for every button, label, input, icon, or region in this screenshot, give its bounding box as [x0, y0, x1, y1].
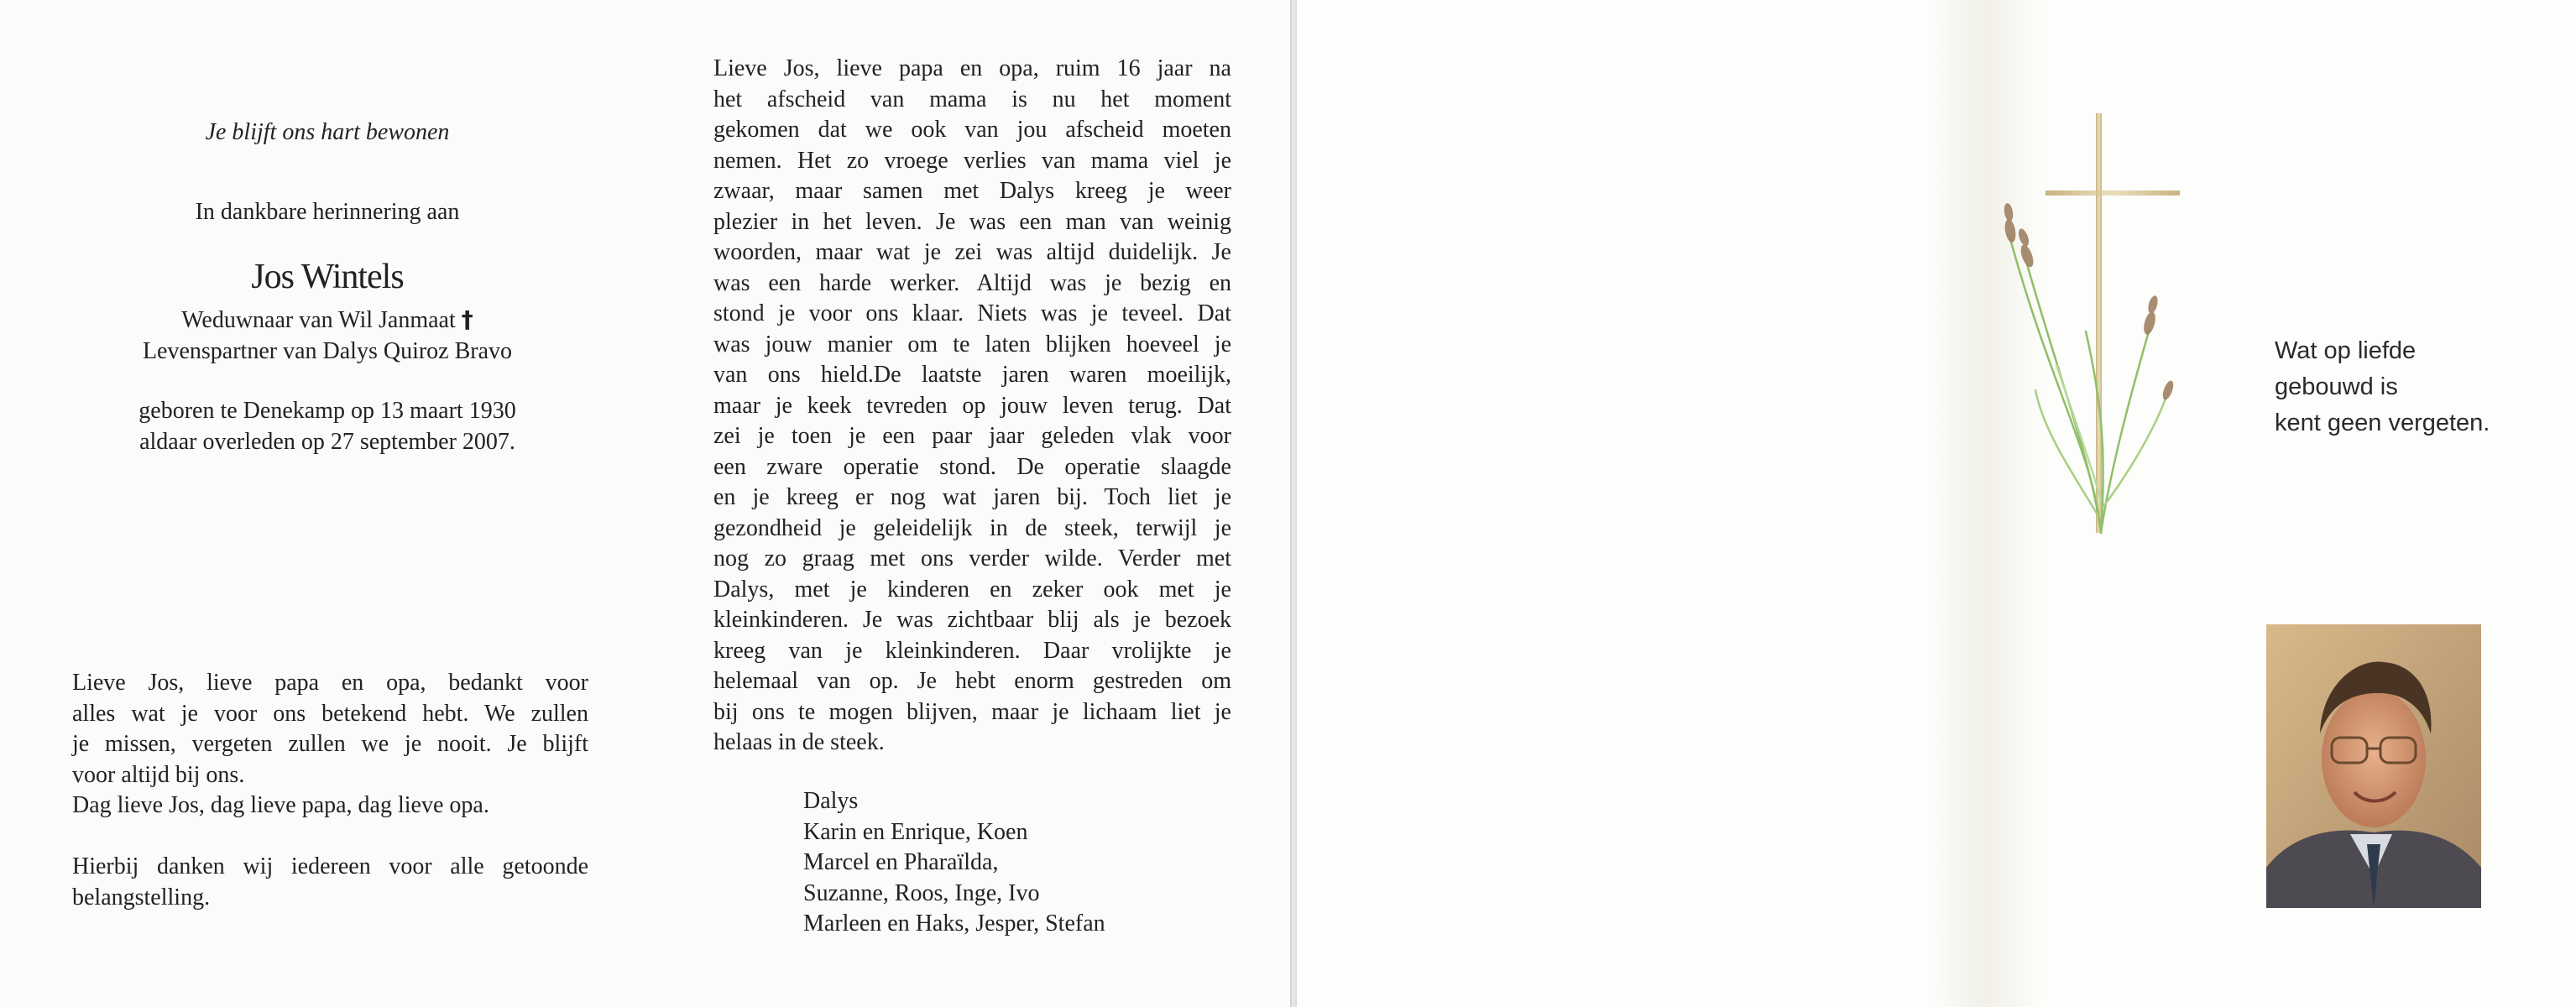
text-line: een zware operatie stond. De operatie slaagde — [713, 453, 1231, 480]
text-line: Dag lieve Jos, dag lieve papa, dag lieve opa. — [72, 792, 489, 818]
text-line: voor altijd bij ons. — [72, 761, 245, 788]
letter-text — [713, 54, 1231, 759]
text-line: zwaar, maar samen met Dalys kreeg je weer — [713, 178, 1231, 204]
relations — [50, 305, 604, 367]
birth-line: geboren te Denekamp op 13 maart 1930 — [138, 398, 516, 424]
text-line: helaas in de steek. — [713, 729, 885, 755]
fold-spine — [1290, 0, 1297, 1007]
family-line: Suzanne, Roos, Inge, Ivo — [803, 879, 1040, 906]
text-line: je missen, vergeten zullen we je nooit. Je blijft — [72, 731, 588, 757]
text-line: stond je voor ons klaar. Niets was je teveel. Dat — [713, 300, 1231, 326]
text-line: gekomen dat we ook van jou afscheid moeten — [713, 117, 1231, 143]
portrait-photo-icon — [2266, 624, 2481, 908]
relation-partner: Levenspartner van Dalys Quiroz Bravo — [142, 337, 513, 364]
text-line: Lieve Jos, lieve papa en opa, ruim 16 jaar na — [713, 55, 1231, 81]
life-dates — [50, 396, 604, 457]
family-signatures — [803, 786, 1223, 940]
family-line: Marleen en Haks, Jesper, Stefan — [803, 910, 1105, 937]
text-line: het afscheid van mama is nu het moment — [713, 86, 1231, 112]
thanks-text — [72, 668, 588, 913]
text-line: kreeg van je kleinkinderen. Daar vrolijkte je — [713, 637, 1231, 664]
text-line: belangstelling. — [72, 884, 211, 910]
text-line: nemen. Het zo vroege verlies van mama viel je — [713, 147, 1231, 174]
family-line: Karin en Enrique, Koen — [803, 818, 1028, 845]
family-line: Dalys — [803, 788, 859, 814]
cover-quote — [2275, 333, 2560, 441]
text-line: gezondheid je geleidelijk in de steek, terwijl je — [713, 514, 1231, 541]
text-line: kleinkinderen. Je was zichtbaar blij als je bezoek — [713, 607, 1231, 633]
family-line: Marcel en Pharaïlda, — [803, 849, 999, 875]
text-line: helemaal van op. Je hebt enorm gestreden om — [713, 668, 1231, 694]
text-line: zei je toen je een paar jaar geleden vlak voor — [713, 423, 1231, 449]
text-line: Dalys, met je kinderen en zeker ook met je — [713, 576, 1231, 603]
blank-line — [72, 822, 588, 853]
text-line: nog zo graag met ons verder wilde. Verder met — [713, 545, 1231, 571]
cross-with-wheat-icon — [1993, 113, 2195, 550]
text-line: en je kreeg er nog wat jaren bij. Toch liet je — [713, 484, 1231, 510]
text-line: bij ons te mogen blijven, maar je lichaam liet je — [713, 698, 1231, 725]
text-line: was jouw manier om te laten blijken hoeveel je — [713, 331, 1231, 357]
cross-icon: † — [461, 305, 473, 333]
quote-line: Wat op liefde — [2275, 337, 2417, 364]
text-line: van ons hield.De laatste jaren waren moeilijk, — [713, 362, 1231, 388]
text-line: was een harde werker. Altijd was je bezig en — [713, 269, 1231, 296]
quote-line: kent geen vergeten. — [2275, 410, 2490, 436]
relation-widower: Weduwnaar van Wil Janmaat † — [181, 305, 473, 333]
text-line: alles wat je voor ons betekend hebt. We zullen — [72, 700, 588, 727]
text-line: woorden, maar wat je zei was altijd duidelijk. Je — [713, 239, 1231, 265]
deceased-name: Jos Wintels — [251, 258, 404, 296]
text-line: maar je keek tevreden op jouw leven terug. Dat — [713, 392, 1231, 419]
motto: Je blijft ons hart bewonen — [205, 119, 450, 145]
death-line: aldaar overleden op 27 september 2007. — [139, 428, 515, 455]
text-line: Lieve Jos, lieve papa en opa, bedankt voor — [72, 670, 588, 696]
text-line: Hierbij danken wij iedereen voor alle getoonde — [72, 853, 588, 879]
quote-line: gebouwd is — [2275, 373, 2398, 400]
intro-line: In dankbare herinnering aan — [195, 199, 460, 225]
text-line: plezier in het leven. Je was een man van weinig — [713, 208, 1231, 235]
